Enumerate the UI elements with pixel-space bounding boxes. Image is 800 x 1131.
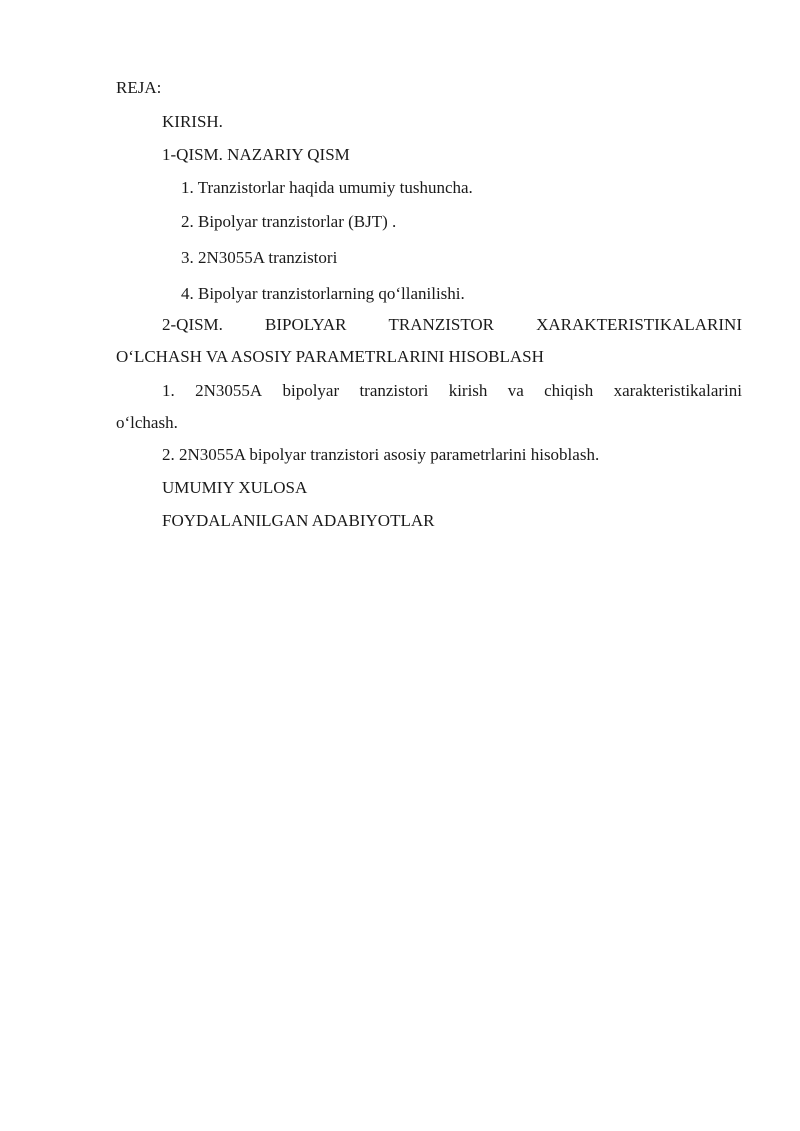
toc-part2-item2: 2. 2N3055A bipolyar tranzistori asosiy parametrlarini hisoblash. <box>162 445 600 464</box>
toc-references: FOYDALANILGAN ADABIYOTLAR <box>162 511 435 530</box>
toc-part2-item1-line2: o‘lchash. <box>116 413 178 432</box>
toc-part2-item1-line1 <box>162 381 742 401</box>
item-word: xarakteristikalarini <box>613 381 742 400</box>
item-word: chiqish <box>544 381 594 400</box>
title-word: 2-QISM. <box>162 315 223 334</box>
item-word: 1. <box>162 381 175 400</box>
item-word: bipolyar <box>282 381 340 400</box>
toc-part1-item: 1. Tranzistorlar haqida umumiy tushuncha. <box>181 178 473 197</box>
toc-intro: KIRISH. <box>162 112 223 131</box>
item-word: tranzistori <box>359 381 429 400</box>
item-word: kirish <box>448 381 488 400</box>
toc-part1-item: 2. Bipolyar tranzistorlar (BJT) . <box>181 212 397 231</box>
title-word: BIPOLYAR <box>265 315 347 334</box>
toc-part1-item: 4. Bipolyar tranzistorlarning qo‘llanilishi. <box>181 284 465 303</box>
toc-part2-title-line2: O‘LCHASH VA ASOSIY PARAMETRLARINI HISOBLASH <box>116 347 544 366</box>
title-word: TRANZISTOR <box>388 315 495 334</box>
plan-heading: REJA: <box>116 78 162 97</box>
toc-conclusion: UMUMIY XULOSA <box>162 478 308 497</box>
toc-part2-title-line1 <box>162 315 742 335</box>
toc-part1-title: 1-QISM. NAZARIY QISM <box>162 145 350 164</box>
item-word: 2N3055A <box>195 381 263 400</box>
toc-part1-item: 3. 2N3055A tranzistori <box>181 248 338 267</box>
title-word: XARAKTERISTIKALARINI <box>536 315 742 334</box>
item-word: va <box>507 381 524 400</box>
